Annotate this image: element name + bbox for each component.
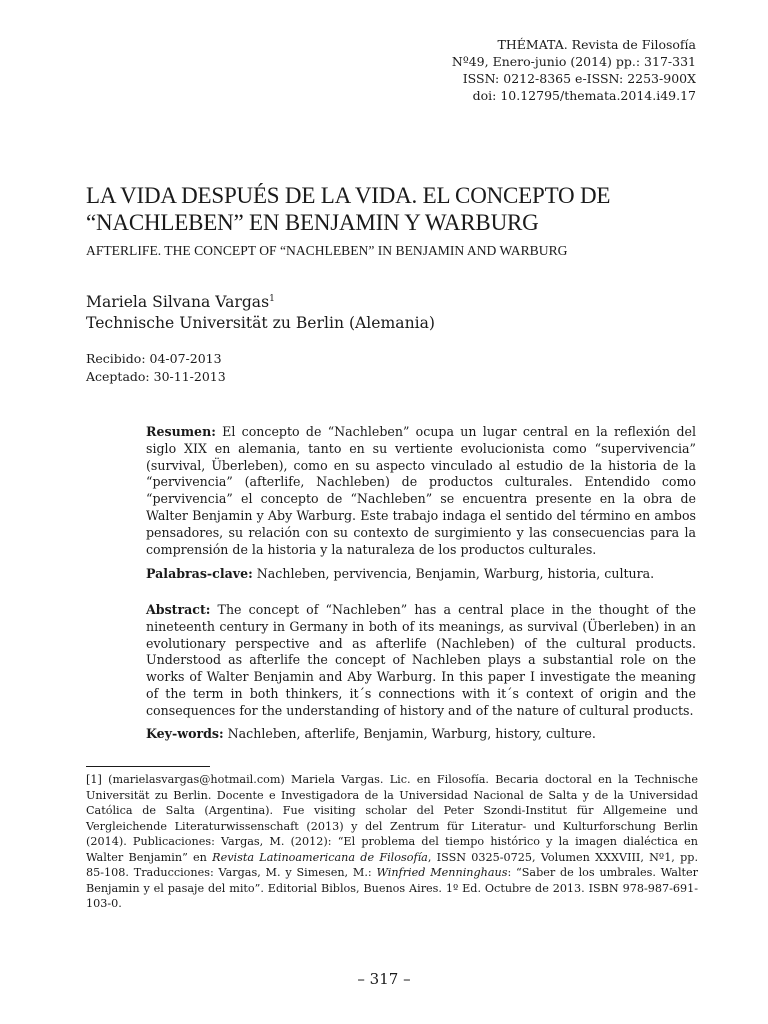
journal-name: THÉMATA. Revista de Filosofía bbox=[497, 37, 696, 52]
footnote-text-1: [1] (marielasvargas@hotmail.com) Mariela Vargas. Lic. en Filosofía. Becaria doctoral en la Technische Universität zu Berlin. Docente e Investigadora de la Universidad Nacional de Salta y de la Universidad Católica de Salta (Argentina). Fue visiting scholar del Peter Szondi-Institut für Allgemeine und Vergleichende Literaturwissenschaft (2013) y del Zentrum für Literatur- und Kulturforschung Berlin (2014). Publicaciones: Vargas, M. (2012): “El problema del tiempo histórico y la imagen dialéctica en Walter Benjamin” en bbox=[86, 773, 698, 864]
issue-info: Nº49, Enero-junio (2014) pp.: 317-331 bbox=[451, 54, 696, 69]
footnote-divider bbox=[86, 766, 210, 767]
journal-header bbox=[452, 36, 696, 104]
author-line bbox=[86, 288, 275, 313]
received-date: Recibido: 04-07-2013 bbox=[86, 351, 222, 366]
resumen-label: Resumen: bbox=[146, 424, 216, 439]
resumen-paragraph bbox=[146, 424, 696, 558]
issn-info: ISSN: 0212-8365 e-ISSN: 2253-900X bbox=[462, 71, 696, 86]
keywords-text: Nachleben, afterlife, Benjamin, Warburg, history, culture. bbox=[223, 726, 596, 741]
palabras-clave-paragraph bbox=[146, 566, 696, 583]
palabras-clave-label: Palabras-clave: bbox=[146, 566, 253, 581]
footnote-text-3: : “Saber de los umbrales. Walter Benjamin y el pasaje del mito”. Editorial Biblos, Buenos Aires. 1º Ed. Octubre de 2013. ISBN 978-987-691-103-0. bbox=[86, 866, 698, 910]
article-dates bbox=[86, 350, 226, 386]
keywords-label: Key-words: bbox=[146, 726, 224, 741]
page-number: – 317 – bbox=[357, 970, 411, 988]
palabras-clave-text: Nachleben, pervivencia, Benjamin, Warburg, historia, cultura. bbox=[252, 566, 655, 581]
abstract-paragraph bbox=[146, 602, 696, 720]
footnote-text-2: , ISSN 0325-0725, Volumen XXXVIII, Nº1, pp. 85-108. Traducciones: Vargas, M. y Simesen, M.: bbox=[86, 850, 699, 879]
article-title: LA VIDA DESPUÉS DE LA VIDA. EL CONCEPTO DE “NACHLEBEN” EN BENJAMIN Y WARBURG bbox=[86, 183, 611, 235]
abstract-text: The concept of “Nachleben” has a central place in the thought of the nineteenth century in Germany in both of its meanings, as survival (Überleben) in an evolutionary perspective and as afterlife (Nachleben) of the cultural products. Understood as afterlife the concept of Nachleben plays a substantial role on the works of Walter Benjamin and Aby Warburg. In this paper I investigate the meaning of the term in both thinkers, it´s connections with it´s context of origin and the consequences for the understanding of history and of the nature of cultural products. bbox=[146, 602, 696, 718]
author-name: Mariela Silvana Vargas bbox=[86, 293, 270, 312]
footnote bbox=[86, 772, 698, 912]
article-subtitle: AFTERLIFE. THE CONCEPT OF “NACHLEBEN” IN BENJAMIN AND WARBURG bbox=[86, 243, 568, 258]
footnote-marker[interactable]: 1 bbox=[269, 294, 275, 304]
keywords-paragraph bbox=[146, 726, 696, 743]
accepted-date: Aceptado: 30-11-2013 bbox=[86, 369, 226, 384]
footnote-translated-author: Winfried Menninghaus bbox=[376, 866, 508, 879]
abstract-label: Abstract: bbox=[146, 602, 211, 617]
resumen-text: El concepto de “Nachleben” ocupa un lugar central en la reflexión del siglo XIX en alemania, tanto en su vertiente evolucionista como “supervivencia” (survival, Überleben), como en su aspecto vinculado al estudio de la historia de la “pervivencia” (afterlife, Nachleben) de productos culturales. Entendido como “pervivencia” el concepto de “Nachleben” se encuentra presente en la obra de Walter Benjamin y Aby Warburg. Este trabajo indaga el sentido del término en ambos pensadores, su relación con su contexto de surgimiento y las consecuencias para la comprensión de la historia y la naturaleza de los productos culturales. bbox=[146, 424, 696, 557]
doi-link[interactable]: doi: 10.12795/themata.2014.i49.17 bbox=[472, 88, 696, 103]
author-affiliation: Technische Universität zu Berlin (Alemania) bbox=[86, 314, 436, 332]
footnote-journal: Revista Latinoamericana de Filosofía bbox=[212, 850, 428, 864]
